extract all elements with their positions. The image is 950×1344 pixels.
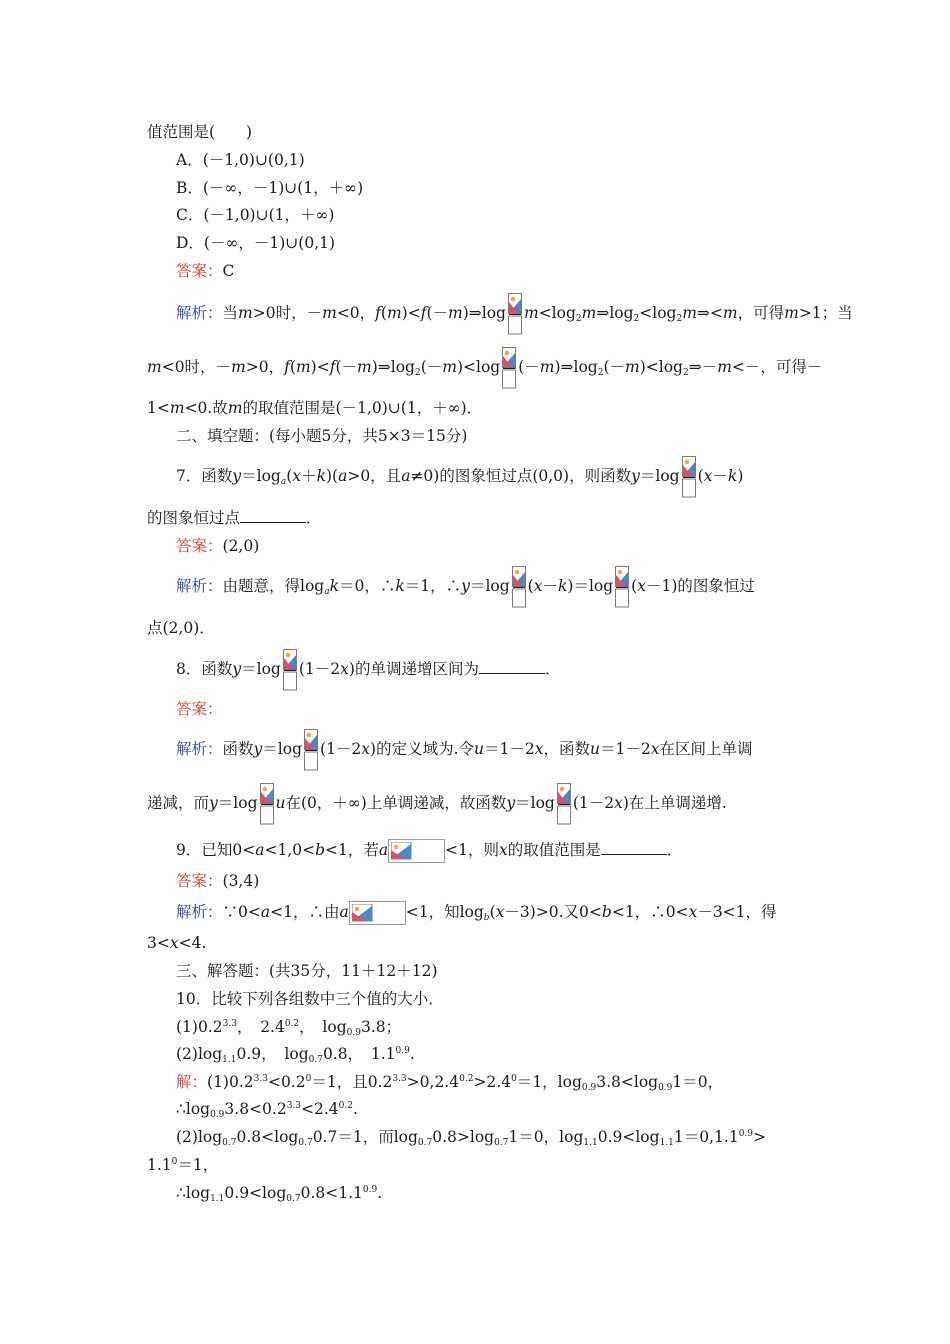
q10-solution-line2: $\therefore\log_{0.9}3.8<0.2^{3.3}<2.4^{0.2}$. xyxy=(176,1100,358,1120)
q6-analysis-line2: m<0时，－m>0，$f(m)<f(-m)\Rightarrow\log_2(-m)<\log$ $(-m)\Rightarrow\log_2(-m)<\log_2\Rightarrow-m<-$，可得－ xyxy=(147,346,822,389)
q10-part1: $(1)0.2^{3.3}$， $2.4^{0.2}$， $\log_{0.9}3.8$； xyxy=(176,1018,402,1038)
answer-label: 答案： xyxy=(176,262,223,280)
q8-analysis-line2: 递减，而y＝log u在(0，＋∞)上单调递减，故函数y＝log (1－2x)在上单调递增. xyxy=(147,782,727,825)
answer-label: 答案： xyxy=(176,537,223,555)
q7-answer xyxy=(176,536,259,556)
analysis-label: 解析： xyxy=(176,903,223,921)
fraction-image-icon xyxy=(260,783,274,825)
section-fill-blank-heading: 二、填空题：(每小题5分，共5×3＝15分) xyxy=(176,427,468,445)
fraction-image-icon xyxy=(615,566,629,608)
answer-value: (2,0) xyxy=(222,537,260,555)
q9-stem: 9．已知0<a<1,0<b<1，若a <1，则x的取值范围是 ． xyxy=(176,838,682,863)
q6-option-a: A．(－1,0)∪(0,1) xyxy=(176,151,305,169)
q7-analysis-line2: 点(2,0)． xyxy=(147,619,215,637)
section-solve-heading: 三、解答题：(共35分，11＋12＋12) xyxy=(176,962,438,980)
q10-solution-line3: $(2)\log_{0.7}0.8<\log_{0.7}0.7=1$，而$\log_{0.7}0.8>\log_{0.7}1=0$，$\log_{1.1}0.9<\log_{1.1}1=0,1.1^{0.9}>$ xyxy=(176,1128,767,1148)
q10-solution-line5: $\therefore\log_{1.1}0.9<\log_{0.7}0.8<1.1^{0.9}$. xyxy=(176,1184,383,1204)
q10-title: 10．比较下列各组数中三个值的大小． xyxy=(176,990,444,1008)
q6-option-b: B．(－∞，－1)∪(1，＋∞) xyxy=(176,179,364,197)
exponent-image-box-icon xyxy=(349,901,406,925)
q8-answer xyxy=(176,699,223,719)
q8-stem: 8．函数y＝log (1－2x)的单调递增区间为 ． xyxy=(176,648,560,691)
fraction-image-icon xyxy=(512,566,526,608)
answer-blank[interactable] xyxy=(479,659,545,674)
fraction-image-icon xyxy=(557,783,571,825)
solution-label: 解： xyxy=(176,1073,208,1091)
analysis-label: 解析： xyxy=(176,304,223,322)
answer-value: C xyxy=(222,262,235,280)
q9-analysis-line1: 解析：∵0<a<1，∴由a <1，知$\log_b(x-3)>0$.又0<b<1，∴0<x－3<1，得 xyxy=(176,903,777,923)
q10-solution-line1: 解：$(1)0.2^{3.3}<0.2^0=1$，且$0.2^{3.3}>0,2.4^{0.2}>2.4^0=1$，$\log_{0.9}3.8<\log_{0.9}1=0$， xyxy=(176,1073,724,1093)
answer-blank[interactable] xyxy=(601,840,667,855)
analysis-label: 解析： xyxy=(176,740,223,758)
q7-analysis-line1: 解析：由题意，得$\log_ak=0$，∴k＝1，∴y＝log (x－k)＝log (x－1)的图象恒过 xyxy=(176,565,755,608)
answer-value: (3,4) xyxy=(222,872,260,890)
q6-option-c: C．(－1,0)∪(1，＋∞) xyxy=(176,206,335,224)
fraction-image-icon xyxy=(283,649,297,691)
q9-analysis-line2: 3<x<4. xyxy=(147,934,207,952)
q8-analysis-line1: 解析：函数y＝log (1－2x)的定义域为.令u＝1－2x，函数u＝1－2x在区间上单调 xyxy=(176,728,753,771)
answer-blank[interactable] xyxy=(240,508,306,523)
q9-answer xyxy=(176,871,259,891)
q10-part2: $(2)\log_{1.1}0.9$， $\log_{0.7}0.8$， $1.1^{0.9}$. xyxy=(176,1045,415,1065)
q6-analysis-line1: 解析：当m>0时，－m<0，f(m)<f(－m)⇒log $m<\log_2m\Rightarrow\log_2<\log_2m\Rightarrow<m$，可得m>1；当 xyxy=(176,292,853,335)
answer-label: 答案： xyxy=(176,700,223,718)
q7-stem: 7．函数$y=\log_a(x+k)(a>0$，且a≠0)的图象恒过点(0,0)，则函数y＝log (x－k) xyxy=(176,455,743,498)
q7-stem-line2: 的图象恒过点 ． xyxy=(147,509,322,527)
q6-stem-tail: 值范围是( ) xyxy=(147,123,253,141)
exponent-image-box-icon xyxy=(388,839,445,863)
q10-solution-line4: $1.1^0=1$， xyxy=(147,1156,219,1174)
fraction-image-icon xyxy=(682,456,696,498)
q6-analysis-line3: 1<m<0.故m的取值范围是(－1,0)∪(1，＋∞)． xyxy=(147,399,483,417)
q6-answer xyxy=(176,261,234,281)
analysis-label: 解析： xyxy=(176,577,223,595)
fraction-image-icon xyxy=(502,347,516,389)
q6-option-d: D．(－∞，－1)∪(0,1) xyxy=(176,234,336,252)
answer-label: 答案： xyxy=(176,872,223,890)
fraction-image-icon xyxy=(508,293,522,335)
fraction-image-icon xyxy=(304,729,318,771)
